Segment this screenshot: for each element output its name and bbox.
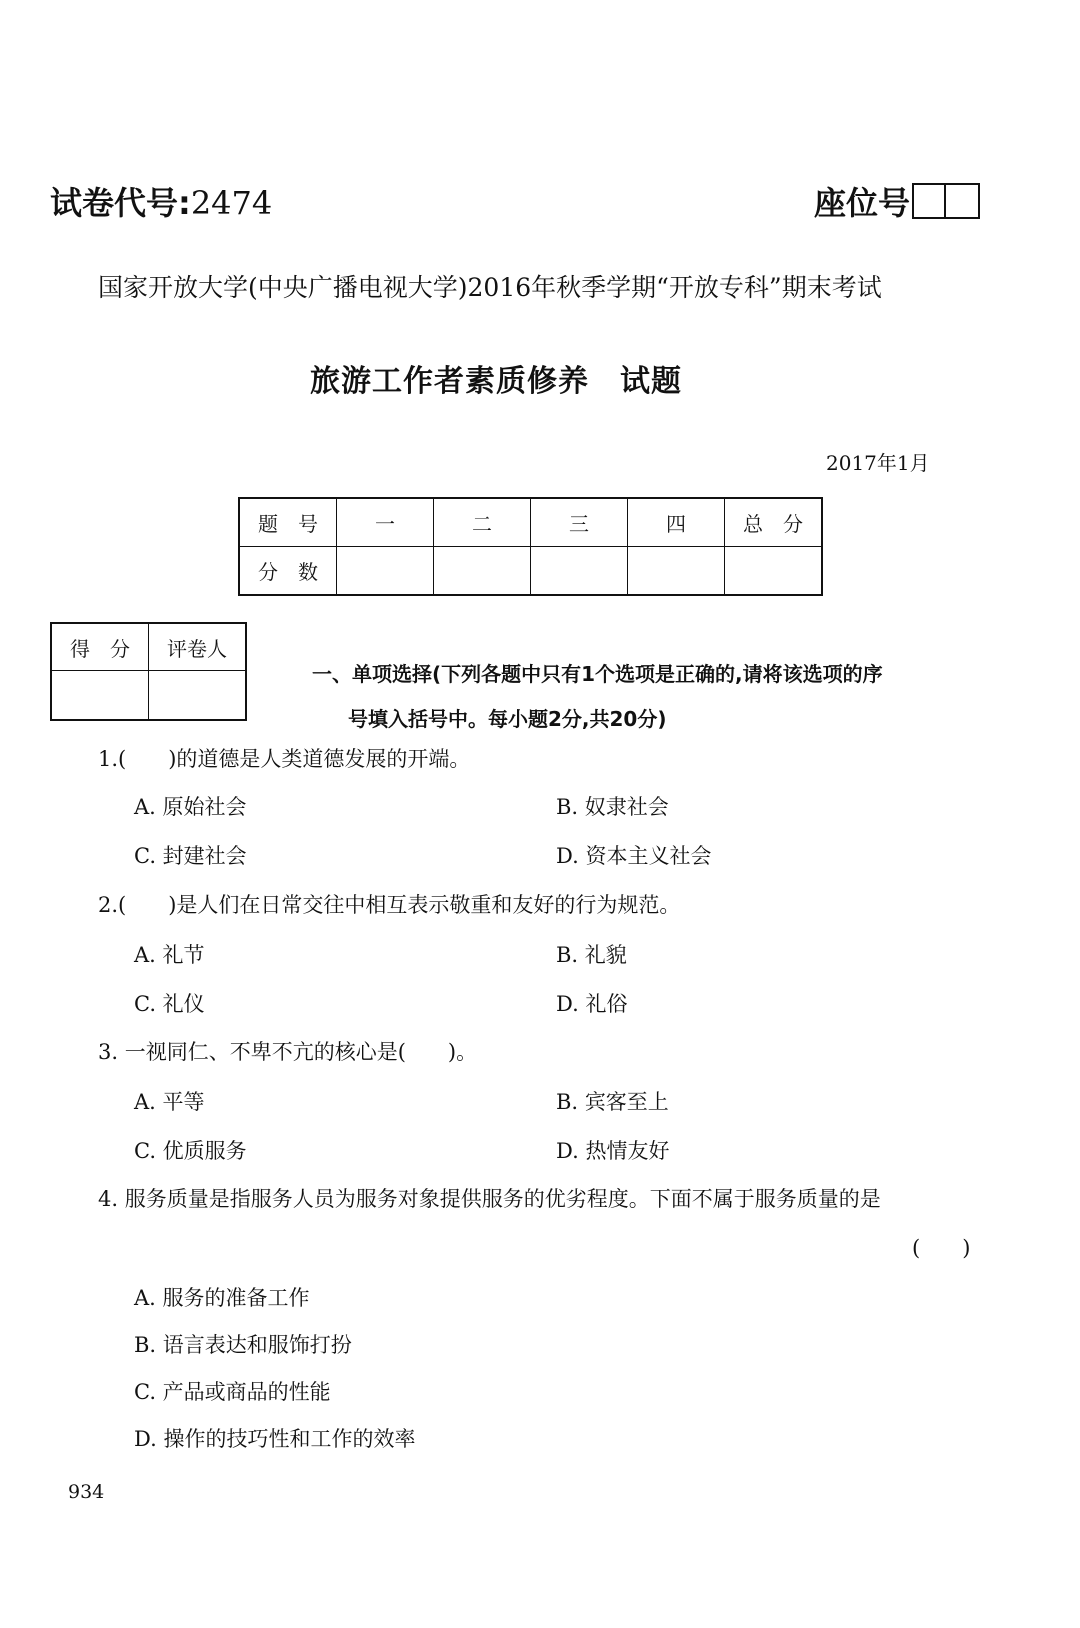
grader-table-header-row [51, 623, 246, 671]
section-heading-line-2: 号填入括号中。每小题2分,共20分) [348, 707, 667, 731]
exam-title: 旅游工作者素质修养 试题 [310, 364, 682, 399]
question-option: C. 产品或商品的性能 [134, 1380, 331, 1404]
seat-number-boxes [912, 183, 980, 219]
question-option: B. 礼貌 [556, 943, 627, 967]
score-table-column: 四 [628, 498, 725, 547]
grader-table [50, 622, 247, 721]
grader-score-label: 得 分 [51, 623, 149, 671]
question-stem: 1.( )的道德是人类道德发展的开端。 [98, 747, 471, 771]
score-cell [628, 547, 725, 596]
question-stem: 3. 一视同仁、不卑不亢的核心是( )。 [98, 1040, 478, 1064]
question-option: C. 礼仪 [134, 992, 205, 1016]
grader-name-cell [149, 671, 247, 721]
answer-parentheses: ( ) [912, 1236, 971, 1260]
score-table-column: 二 [434, 498, 531, 547]
grader-name-label: 评卷人 [149, 623, 247, 671]
page-number: 934 [68, 1481, 105, 1503]
score-cell [337, 547, 434, 596]
score-table-column: 总 分 [725, 498, 823, 547]
question-option: D. 资本主义社会 [556, 844, 712, 868]
score-table [238, 497, 823, 596]
score-cell [725, 547, 823, 596]
section-heading-line-1: 一、单项选择(下列各题中只有1个选项是正确的,请将该选项的序 [312, 662, 883, 686]
seat-box [912, 183, 946, 219]
seat-number [814, 178, 980, 224]
question-option: D. 礼俗 [556, 992, 628, 1016]
paper-code [50, 178, 272, 224]
question-option: A. 服务的准备工作 [134, 1286, 310, 1310]
seat-number-label: 座位号 [814, 184, 911, 222]
paper-code-colon: : [178, 184, 191, 222]
university-line: 国家开放大学(中央广播电视大学)2016年秋季学期“开放专科”期末考试 [98, 273, 882, 302]
question-option: A. 礼节 [134, 943, 205, 967]
question-option: D. 热情友好 [556, 1139, 670, 1163]
question-option: B. 宾客至上 [556, 1090, 669, 1114]
question-option: C. 封建社会 [134, 844, 247, 868]
grader-score-cell [51, 671, 149, 721]
question-option: B. 奴隶社会 [556, 795, 669, 819]
score-cell [434, 547, 531, 596]
question-option: B. 语言表达和服饰打扮 [134, 1333, 352, 1357]
paper-code-label: 试卷代号 [50, 184, 179, 222]
paper-code-value: 2474 [190, 184, 273, 222]
question-stem: 4. 服务质量是指服务人员为服务对象提供服务的优劣程度。下面不属于服务质量的是 [98, 1187, 881, 1211]
score-table-row-label: 分 数 [239, 547, 337, 596]
seat-box [946, 183, 980, 219]
question-stem: 2.( )是人们在日常交往中相互表示敬重和友好的行为规范。 [98, 893, 681, 917]
score-cell [531, 547, 628, 596]
question-option: C. 优质服务 [134, 1139, 247, 1163]
score-table-row-label: 题 号 [239, 498, 337, 547]
exam-date: 2017年1月 [826, 451, 930, 475]
question-option: A. 平等 [134, 1090, 205, 1114]
score-table-column: 三 [531, 498, 628, 547]
question-option: D. 操作的技巧性和工作的效率 [134, 1427, 416, 1451]
score-table-score-row [239, 547, 822, 596]
question-option: A. 原始社会 [134, 795, 247, 819]
score-table-header-row [239, 498, 822, 547]
grader-table-blank-row [51, 671, 246, 721]
score-table-column: 一 [337, 498, 434, 547]
